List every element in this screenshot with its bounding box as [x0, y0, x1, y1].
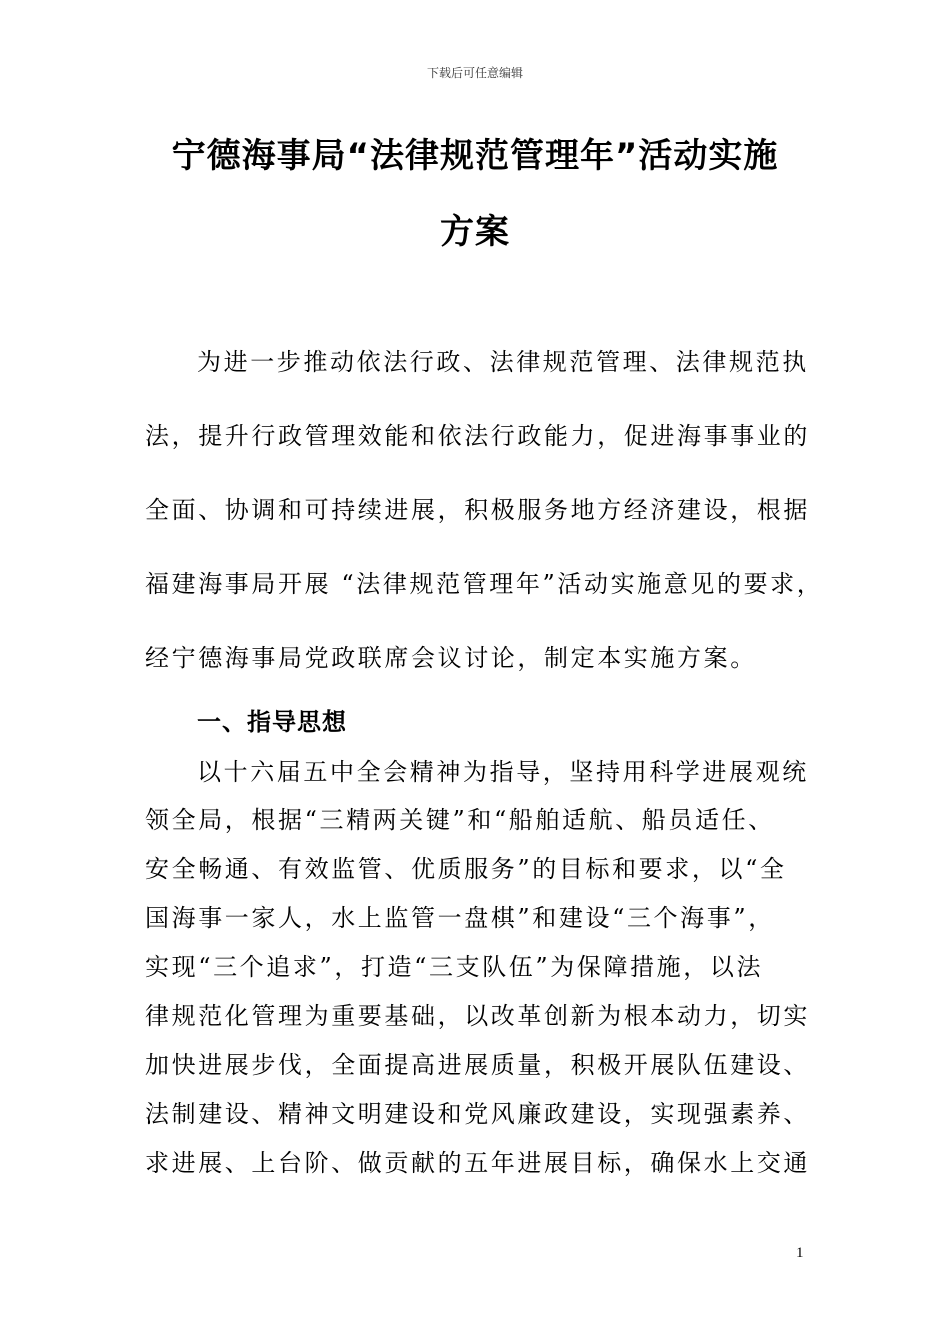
- intro-paragraph-line: 法，提升行政管理效能和依法行政能力，促进海事事业的: [145, 422, 810, 450]
- document-title-line-1: 宁德海事局“法律规范管理年”活动实施: [171, 136, 779, 176]
- section-paragraph-line: 律规范化管理为重要基础，以改革创新为根本动力，切实: [145, 1002, 810, 1030]
- section-paragraph-line: 加快进展步伐，全面提高进展质量，积极开展队伍建设、: [145, 1051, 810, 1079]
- intro-paragraph-line: 全面、协调和可持续进展，积极服务地方经济建设，根据: [145, 496, 810, 524]
- intro-paragraph-line: 为进一步推动依法行政、法律规范管理、法律规范执: [197, 348, 809, 376]
- section-paragraph-line: 法制建设、精神文明建设和党风廉政建设，实现强素养、: [145, 1100, 810, 1128]
- section-paragraph-line: 求进展、上台阶、做贡献的五年进展目标，确保水上交通: [145, 1149, 810, 1177]
- header-note: 下载后可任意编辑: [426, 66, 523, 80]
- section-paragraph-line: 国海事一家人，水上监管一盘棋”和建设“三个海事”，: [145, 904, 775, 932]
- section-paragraph-line: 领全局，根据“三精两关键”和“船舶适航、船员适任、: [145, 806, 775, 834]
- intro-paragraph-line: 经宁德海事局党政联席会议讨论，制定本实施方案。: [145, 644, 757, 672]
- section-paragraph-line: 安全畅通、有效监管、优质服务”的目标和要求，以“全: [145, 855, 787, 883]
- section-heading: 一、指导思想: [197, 708, 347, 736]
- document-title-line-2: 方案: [440, 212, 510, 252]
- page-number: 1: [796, 1245, 804, 1261]
- section-paragraph-line: 实现“三个追求”，打造“三支队伍”为保障措施，以法: [145, 953, 764, 981]
- section-paragraph-line: 以十六届五中全会精神为指导，坚持用科学进展观统: [197, 758, 809, 786]
- intro-paragraph-line: 福建海事局开展 “法律规范管理年”活动实施意见的要求，: [145, 570, 824, 598]
